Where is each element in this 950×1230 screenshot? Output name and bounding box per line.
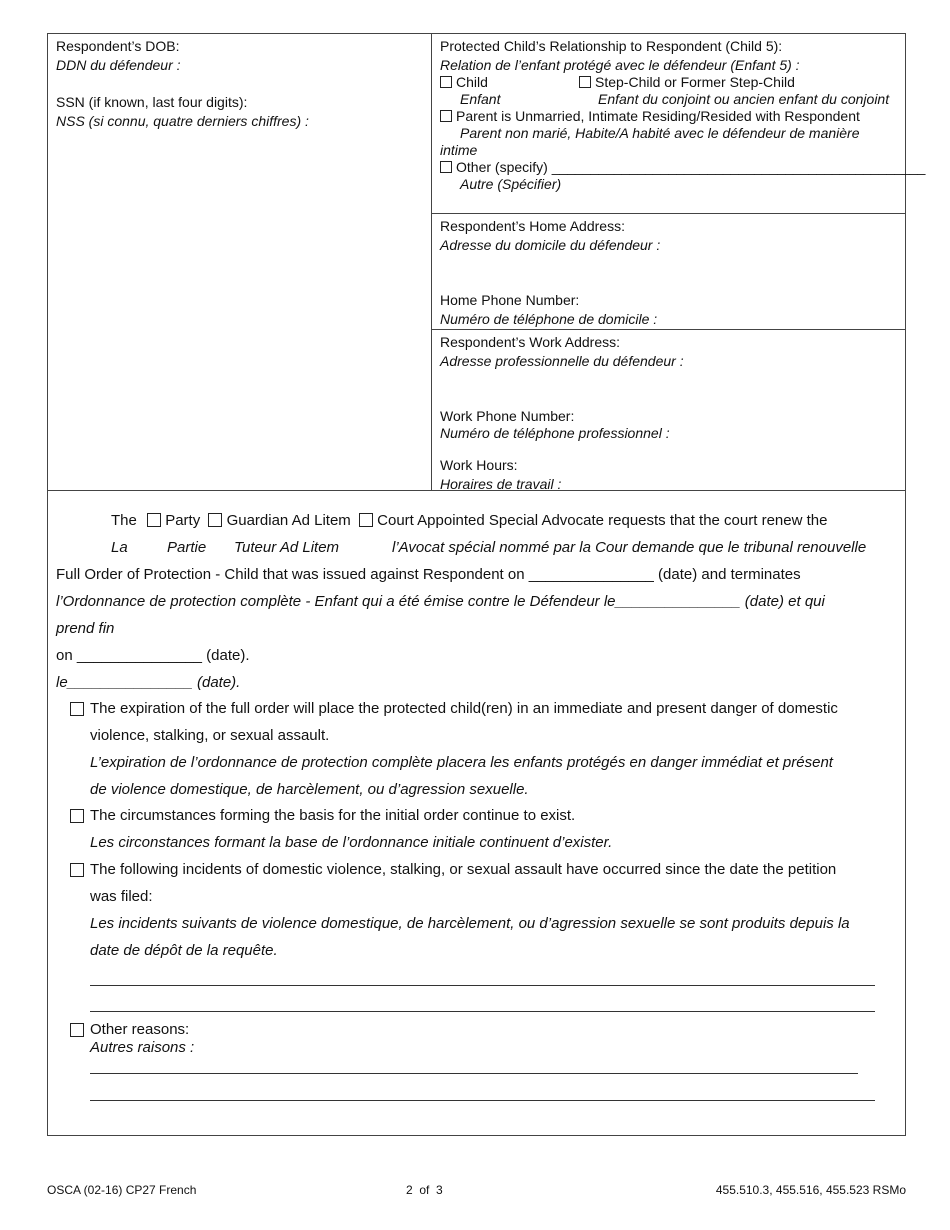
home-address-label: Respondent’s Home Address: bbox=[440, 218, 625, 234]
incidents-write-line[interactable] bbox=[90, 1011, 875, 1012]
partie-label: Partie bbox=[167, 539, 207, 556]
dob-label-fr: DDN du défendeur : bbox=[56, 57, 181, 73]
column-divider bbox=[431, 33, 432, 491]
child-option[interactable] bbox=[440, 74, 488, 91]
expiration-text-fr-cont: de violence domestique, de harcèlement, ou d’agression sexuelle. bbox=[90, 781, 529, 798]
work-address-label-fr: Adresse professionnelle du défendeur : bbox=[440, 353, 684, 369]
party-label: Party bbox=[165, 512, 201, 529]
parent-label-fr: Parent non marié, Habite/A habité avec le défendeur de manière bbox=[460, 125, 860, 141]
party-checkbox[interactable] bbox=[147, 513, 161, 527]
work-address-label: Respondent’s Work Address: bbox=[440, 334, 621, 350]
respondent-dob-cell[interactable] bbox=[56, 38, 426, 130]
home-address-cell[interactable] bbox=[440, 218, 900, 328]
gal-checkbox[interactable] bbox=[208, 513, 222, 527]
circumstances-text: The circumstances forming the basis for the initial order continue to exist. bbox=[90, 807, 576, 824]
other-checkbox[interactable] bbox=[440, 161, 452, 173]
work-hours-label: Work Hours: bbox=[440, 457, 518, 473]
parent-label: Parent is Unmarried, Intimate Residing/Resided with Respondent bbox=[456, 108, 860, 124]
other-label: Other (specify) ________________________________________________ bbox=[456, 159, 926, 175]
request-line-5: prend fin bbox=[56, 620, 115, 637]
child-label-fr: Enfant bbox=[460, 91, 501, 107]
request-line-1 bbox=[111, 512, 827, 530]
incidents-checkbox[interactable] bbox=[70, 863, 84, 877]
step-child-label: Step-Child or Former Step-Child bbox=[595, 74, 795, 90]
incidents-text-fr: Les incidents suivants de violence domestique, de harcèlement, ou d’agression sexuelle se sont produits depuis la bbox=[90, 915, 850, 932]
other-reasons-label-fr: Autres raisons : bbox=[90, 1039, 195, 1056]
request-line-4: l’Ordonnance de protection complète - Enfant qui a été émise contre le Défendeur le_______________ (date) et qui bbox=[56, 593, 825, 610]
home-phone-label: Home Phone Number: bbox=[440, 292, 580, 308]
work-hours-label-fr: Horaires de travail : bbox=[440, 476, 562, 492]
expiration-text-fr: L’expiration de l’ordonnance de protection complète placera les enfants protégés en danger immédiat et présent bbox=[90, 754, 833, 771]
incidents-text: The following incidents of domestic violence, stalking, or sexual assault have occurred since the date the petition bbox=[90, 861, 837, 878]
gal-label: Guardian Ad Litem bbox=[226, 512, 351, 529]
child-label: Child bbox=[456, 74, 488, 90]
home-address-label-fr: Adresse du domicile du défendeur : bbox=[440, 237, 661, 253]
incidents-text-cont: was filed: bbox=[90, 888, 153, 905]
parent-checkbox[interactable] bbox=[440, 110, 452, 122]
other-reasons-write-line[interactable] bbox=[90, 1100, 875, 1101]
the-label: The bbox=[111, 512, 137, 529]
child-checkbox[interactable] bbox=[440, 76, 452, 88]
other-reasons-label: Other reasons: bbox=[90, 1021, 190, 1038]
expiration-checkbox[interactable] bbox=[70, 702, 84, 716]
ssn-label-fr: NSS (si connu, quatre derniers chiffres) : bbox=[56, 113, 309, 129]
relationship-title: Protected Child’s Relationship to Respondent (Child 5): bbox=[440, 38, 783, 54]
expiration-text-cont: violence, stalking, or sexual assault. bbox=[90, 727, 330, 744]
work-address-cell[interactable] bbox=[440, 334, 900, 493]
work-phone-label-fr: Numéro de téléphone professionnel : bbox=[440, 425, 670, 441]
circumstances-text-fr: Les circonstances formant la base de l’ordonnance initiale continuent d’exister. bbox=[90, 834, 613, 851]
ssn-label: SSN (if known, last four digits): bbox=[56, 94, 248, 110]
incidents-text-fr-cont: date de dépôt de la requête. bbox=[90, 942, 278, 959]
expiration-text: The expiration of the full order will place the protected child(ren) in an immediate and present danger of domestic bbox=[90, 700, 838, 717]
dob-label: Respondent’s DOB: bbox=[56, 38, 180, 54]
circumstances-checkbox[interactable] bbox=[70, 809, 84, 823]
step-child-label-fr: Enfant du conjoint ou ancien enfant du conjoint bbox=[598, 91, 890, 107]
form-id: OSCA (02-16) CP27 French bbox=[47, 1183, 197, 1197]
incidents-write-line[interactable] bbox=[90, 985, 875, 986]
step-child-option[interactable] bbox=[579, 74, 795, 91]
casa-checkbox[interactable] bbox=[359, 513, 373, 527]
la-label: La bbox=[111, 539, 128, 556]
termination-date-line[interactable]: on _______________ (date). bbox=[56, 647, 250, 664]
other-label-fr: Autre (Spécifier) bbox=[460, 176, 562, 192]
relationship-title-fr: Relation de l’enfant protégé avec le défendeur (Enfant 5) : bbox=[440, 57, 800, 73]
tuteur-label: Tuteur Ad Litem bbox=[234, 539, 340, 556]
page-number: 2 of 3 bbox=[406, 1183, 443, 1197]
parent-label-fr-cont: intime bbox=[440, 142, 478, 158]
form-frame bbox=[47, 33, 906, 1136]
other-reasons-checkbox[interactable] bbox=[70, 1023, 84, 1037]
divider bbox=[431, 213, 906, 214]
step-child-checkbox[interactable] bbox=[579, 76, 591, 88]
avocat-label: l’Avocat spécial nommé par la Cour demande que le tribunal renouvelle bbox=[392, 539, 867, 556]
relationship-cell bbox=[440, 38, 926, 193]
request-line-1-fr bbox=[111, 539, 891, 557]
termination-date-line-fr[interactable]: le_______________ (date). bbox=[56, 674, 241, 691]
divider bbox=[431, 329, 906, 330]
work-phone-label: Work Phone Number: bbox=[440, 408, 575, 424]
parent-option[interactable] bbox=[440, 108, 900, 125]
home-phone-label-fr: Numéro de téléphone de domicile : bbox=[440, 311, 658, 327]
other-reasons-write-line[interactable] bbox=[90, 1073, 858, 1074]
other-option[interactable] bbox=[440, 159, 926, 176]
casa-label: Court Appointed Special Advocate requests that the court renew the bbox=[377, 512, 828, 529]
statute-references: 455.510.3, 455.516, 455.523 RSMo bbox=[715, 1183, 906, 1197]
request-line-3: Full Order of Protection - Child that was issued against Respondent on _______________ (date) and terminates bbox=[56, 566, 801, 583]
